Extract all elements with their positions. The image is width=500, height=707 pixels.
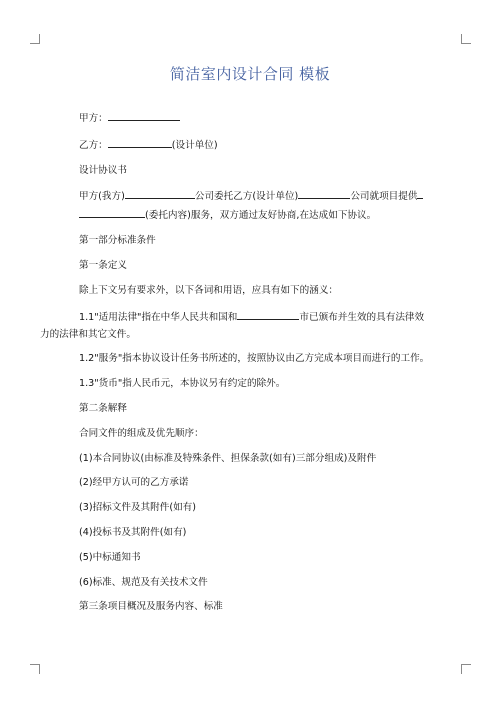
document-body <box>40 110 447 625</box>
intro-blank-4 <box>79 207 145 218</box>
intro-line-1 <box>79 188 447 204</box>
intro-part2: 公司委托乙方(设计单位) <box>194 191 299 203</box>
article1-heading: 第一条定义 <box>79 259 127 271</box>
party-a-blank <box>108 110 180 121</box>
list-item: (5)中标通知书 <box>79 551 141 563</box>
party-b-blank <box>108 137 172 148</box>
article2-intro: 合同文件的组成及优先顺序： <box>79 427 204 439</box>
article2-heading: 第二条解释 <box>79 402 127 414</box>
definition-1-cont: 力的法律和其它文件。 <box>40 328 136 340</box>
party-a-label: 甲方： <box>79 113 108 124</box>
list-item: (2)经甲方认可的乙方承诺 <box>79 477 189 489</box>
intro-line-2 <box>79 207 447 223</box>
list-item: (4)投标书及其附件(如有) <box>79 526 187 538</box>
part1-heading: 第一部分标准条件 <box>79 235 156 247</box>
list-item: (3)招标文件及其附件(如有) <box>79 502 197 514</box>
party-a-line <box>79 110 447 126</box>
article1-intro: 除上下文另有要求外，以下各词和用语，应具有如下的涵义： <box>79 284 339 296</box>
intro-blank-3 <box>417 188 423 199</box>
document-title: 简洁室内设计合同 模板 <box>169 65 331 83</box>
crop-mark-top-left <box>30 34 40 44</box>
party-b-note: (设计单位) <box>171 139 218 151</box>
definition-2: 1.2"服务"指本协议设计任务书所述的，按照协议由乙方完成本项目而进行的工作。 <box>79 353 430 365</box>
intro-blank-2 <box>298 188 350 199</box>
intro-line2-text: (委托内容)服务，双方通过友好协商,在达成如下协议。 <box>145 210 377 222</box>
article3-heading: 第三条项目概况及服务内容、标准 <box>79 601 223 613</box>
crop-mark-top-right <box>461 34 471 44</box>
list-item: (1)本合同协议(由标准及特殊条件、担保条款(如有)三部分组成)及附件 <box>79 452 377 464</box>
intro-part1: 甲方(我方) <box>79 191 125 203</box>
intro-part3: 公司就项目提供 <box>350 191 418 203</box>
intro-blank-1 <box>125 188 195 199</box>
def1-blank <box>237 309 299 320</box>
definition-1 <box>79 309 447 325</box>
party-b-label: 乙方： <box>79 139 108 151</box>
crop-mark-bottom-right <box>461 664 471 674</box>
def1-part2: 市已颁布并生效的具有法律效 <box>299 311 425 323</box>
party-b-line <box>79 137 447 153</box>
definition-3: 1.3"货币"指人民币元，本协议另有约定的除外。 <box>79 378 286 390</box>
agreement-heading: 设计协议书 <box>79 164 127 176</box>
def1-part1: 1.1"适用法律"指在中华人民共和国和 <box>79 311 238 323</box>
list-item: (6)标准、规范及有关技术文件 <box>79 576 208 588</box>
crop-mark-bottom-left <box>30 664 40 674</box>
